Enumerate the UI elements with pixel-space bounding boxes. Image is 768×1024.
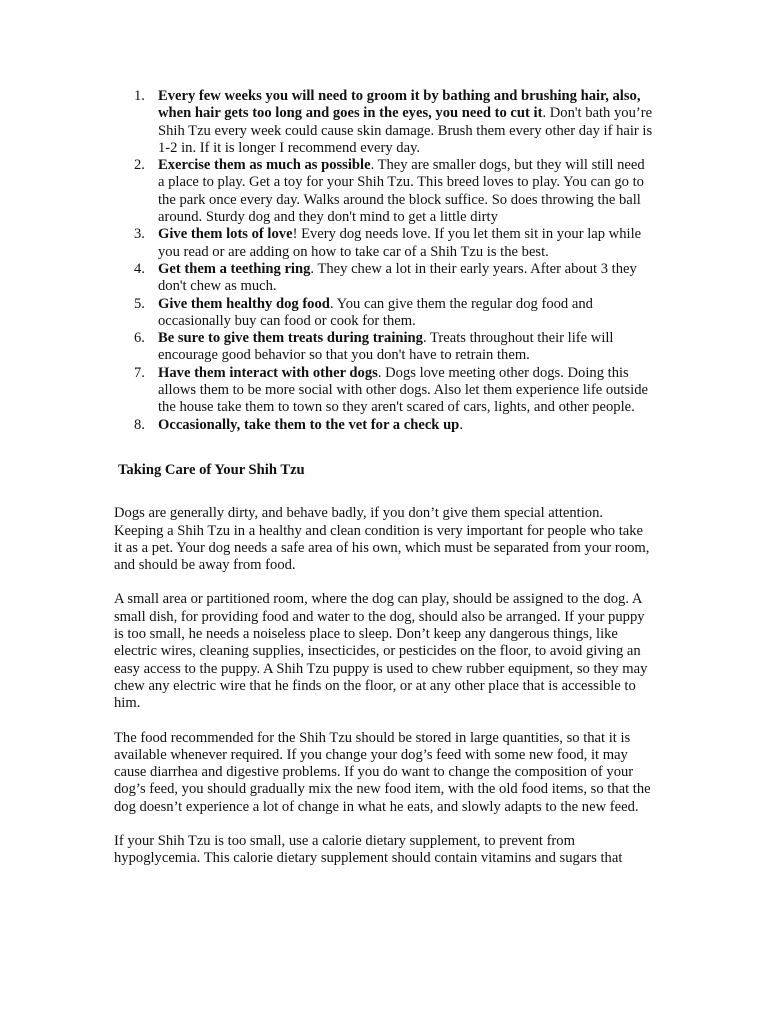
list-item (134, 416, 654, 434)
tip-heading: Be sure to give them treats during training (158, 330, 423, 347)
list-item (134, 260, 654, 296)
document-page (114, 88, 654, 868)
list-number: 4. (134, 260, 145, 277)
tip-text: . (459, 416, 463, 433)
list-item (134, 330, 654, 365)
list-number: 5. (134, 295, 145, 312)
list-number: 1. (134, 88, 145, 104)
list-item (134, 364, 654, 417)
list-number: 7. (134, 364, 145, 381)
tip-text: . They are smaller dogs, but they will still need a place to play. Get a toy for your Shih Tzu. This breed loves to play. You can go to the park once every day. Walks around the block suffice. So does throwing the ball around. Sturdy dog and they don't mind to get a little dirty (158, 157, 645, 226)
tip-heading: Get them a teething ring (158, 260, 311, 277)
list-number: 8. (134, 416, 145, 433)
list-item (134, 88, 654, 157)
tip-heading: Give them lots of love (158, 226, 293, 243)
tip-text: . They chew a lot in their early years. After about 3 they don't chew as much. (158, 260, 637, 295)
list-number: 2. (134, 157, 145, 174)
list-item (134, 226, 654, 261)
tip-text: . Treats throughout their life will encourage good behavior so that you don't have to retrain them. (158, 330, 614, 364)
tip-text: . Don't bath you’re Shih Tzu every week could cause skin damage. Brush them every other day if hair is 1-2 in. If it is longer I recommend every day. (158, 105, 653, 156)
list-number: 3. (134, 226, 145, 243)
tip-text: . You can give them the regular dog food and occasionally buy can food or cook for them. (158, 295, 593, 329)
list-item (134, 157, 654, 226)
body-paragraph: The food recommended for the Shih Tzu should be stored in large quantities, so that it is available whenever required. If you change your dog’s feed with some new food, it may cause diarrhea and digestive problems. If you do want to change the composition of your dog’s feed, you should gradually mix the new food item, with the old food items, so that the dog doesn’t experience a lot of change in what he eats, and slowly adapts to the new feed. (114, 729, 651, 815)
list-number: 6. (134, 330, 145, 347)
tip-heading: Have them interact with other dogs (158, 364, 378, 381)
body-paragraph: Dogs are generally dirty, and behave badly, if you don’t give them special attention. Keeping a Shih Tzu in a healthy and clean condition is very important for people who take it as a pet. Your dog needs a safe area of his own, which must be separated from your room, and should be away from food. (114, 505, 650, 574)
body-paragraph: If your Shih Tzu is too small, use a calorie dietary supplement, to prevent from hypoglycemia. This calorie dietary supplement should contain vitamins and sugars that (114, 832, 623, 867)
list-item (134, 295, 654, 331)
tip-heading: Give them healthy dog food (158, 295, 330, 312)
section-heading: Taking Care of Your Shih Tzu (118, 461, 305, 478)
tip-heading: Occasionally, take them to the vet for a check up (158, 416, 460, 433)
body-paragraph: A small area or partitioned room, where the dog can play, should be assigned to the dog. A small dish, for providing food and water to the dog, should also be arranged. If your puppy is too small, he needs a noiseless place to sleep. Don’t keep any dangerous things, like electric wires, cleaning supplies, insecticides, or pesticides on the floor, to avoid giving an easy access to the puppy. A Shih Tzu puppy is used to chew rubber equipment, so they may chew any electric wire that he finds on the floor, or at any other place that is accessible to him. (114, 591, 648, 712)
tip-heading: Exercise them as much as possible (158, 157, 371, 174)
tip-text: . Dogs love meeting other dogs. Doing this allows them to be more social with other dogs. Also let them experience life outside the house take them to town so they aren't scared of cars, lights, and other people. (158, 364, 648, 416)
care-tips-list (114, 88, 654, 434)
tip-heading: Every few weeks you will need to groom it by bathing and brushing hair, also, when hair gets too long and goes in the eyes, you need to cut it (158, 88, 641, 122)
tip-text: ! Every dog needs love. If you let them sit in your lap while you read or are adding on how to take car of a Shih Tzu is the best. (158, 226, 642, 260)
